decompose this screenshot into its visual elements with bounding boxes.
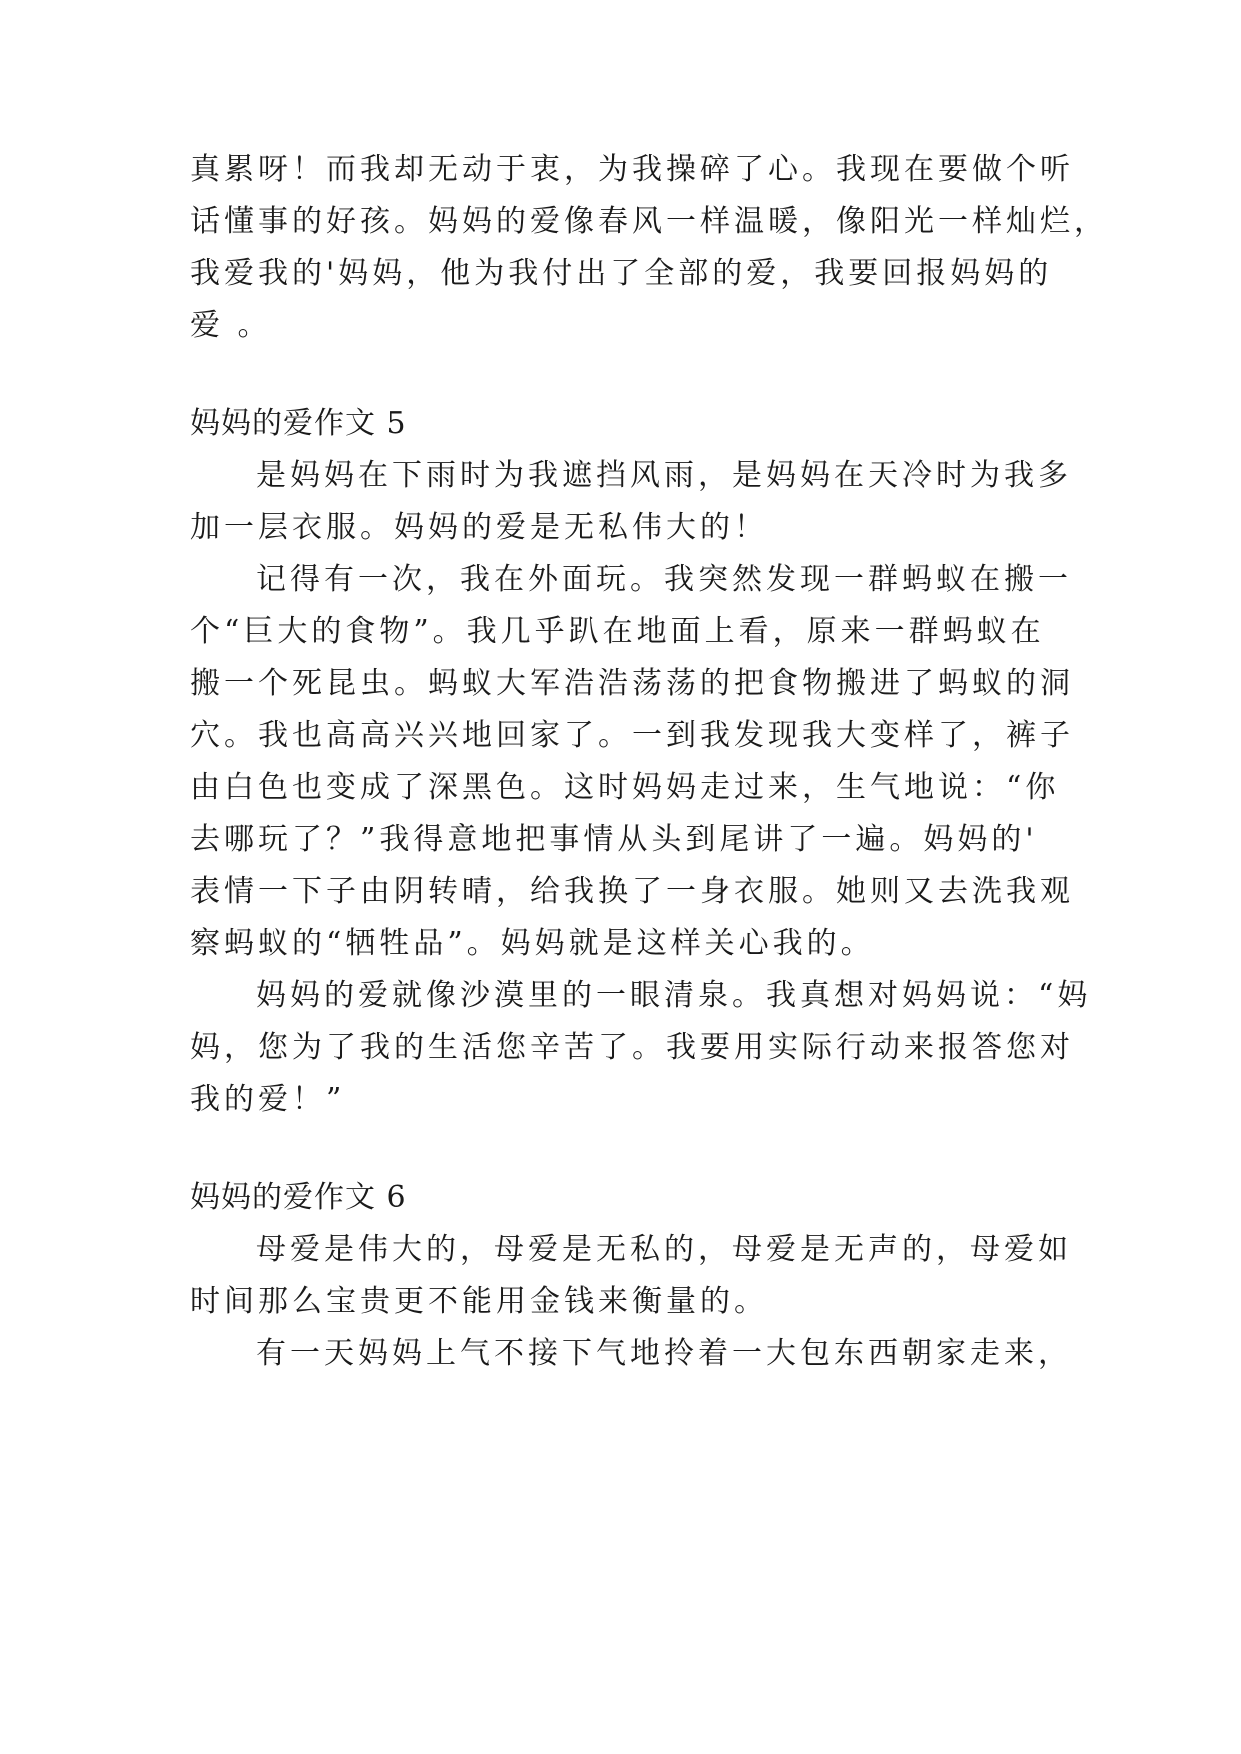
text-line: 妈妈的爱就像沙漠里的一眼清泉。我真想对妈妈说：“妈	[256, 978, 1092, 1013]
text-line: 穴。我也高高兴兴地回家了。一到我发现我大变样了，裤子	[190, 718, 1074, 753]
text-line: 妈，您为了我的生活您辛苦了。我要用实际行动来报答您对	[190, 1030, 1074, 1065]
text-line: 母爱是伟大的，母爱是无私的，母爱是无声的，母爱如	[256, 1232, 1072, 1267]
text-line: 加一层衣服。妈妈的爱是无私伟大的！	[190, 510, 768, 545]
text-line: 我爱我的'妈妈，他为我付出了全部的爱，我要回报妈妈的	[190, 256, 1053, 291]
text-line: 由白色也变成了深黑色。这时妈妈走过来，生气地说：“你	[190, 770, 1060, 805]
text-line: 时间那么宝贵更不能用金钱来衡量的。	[190, 1284, 768, 1319]
text-line: 我的爱！”	[190, 1082, 346, 1117]
text-line: 话懂事的好孩。妈妈的爱像春风一样温暖，像阳光一样灿烂，	[190, 204, 1108, 239]
section-heading: 妈妈的爱作文 5	[190, 406, 407, 441]
text-line: 个“巨大的食物”。我几乎趴在地面上看，原来一群蚂蚁在	[190, 614, 1045, 649]
text-line: 表情一下子由阴转晴，给我换了一身衣服。她则又去洗我观	[190, 874, 1074, 909]
text-line: 去哪玩了？”我得意地把事情从头到尾讲了一遍。妈妈的'	[190, 822, 1038, 857]
text-line: 真累呀！而我却无动于衷，为我操碎了心。我现在要做个听	[190, 152, 1074, 187]
text-line: 察蚂蚁的“牺牲品”。妈妈就是这样关心我的。	[190, 926, 875, 961]
section-heading: 妈妈的爱作文 6	[190, 1180, 407, 1215]
text-line: 有一天妈妈上气不接下气地拎着一大包东西朝家走来，	[256, 1336, 1072, 1371]
text-line: 爱 。	[190, 308, 272, 343]
text-line: 搬一个死昆虫。蚂蚁大军浩浩荡荡的把食物搬进了蚂蚁的洞	[190, 666, 1074, 701]
text-line: 是妈妈在下雨时为我遮挡风雨，是妈妈在天冷时为我多	[256, 458, 1072, 493]
text-line: 记得有一次，我在外面玩。我突然发现一群蚂蚁在搬一	[256, 562, 1072, 597]
